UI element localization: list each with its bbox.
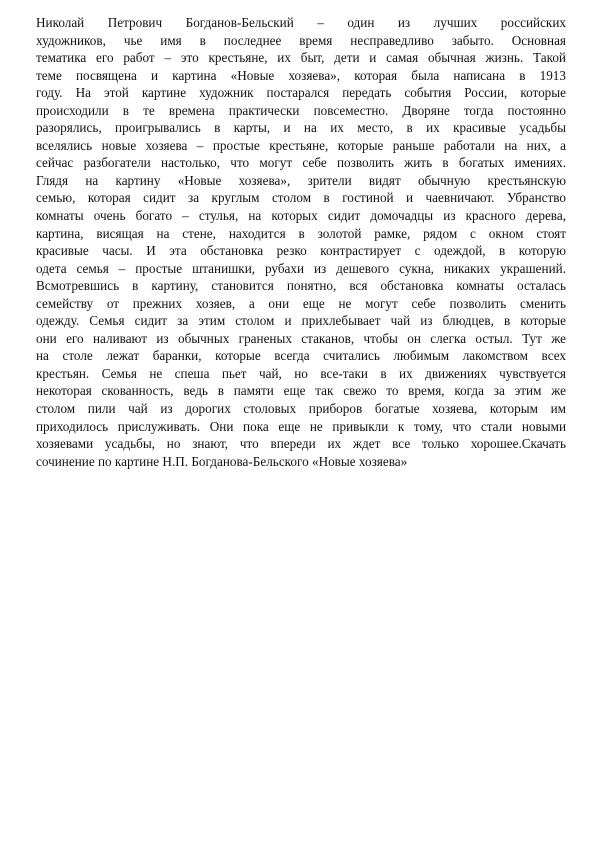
text-line: разорялись, проигрывались в карты, и на их место, в их красивые усадьбы	[36, 120, 566, 136]
text-line: столом пили чай из дорогих столовых приборов богатые хозяева, которым им	[36, 401, 566, 417]
text-line: сейчас разбогатели настолько, что могут себе позволить жить в богатых имениях.	[36, 155, 566, 171]
text-line: Всмотревшись в картину, становится понятно, вся обстановка комнаты осталась	[36, 278, 566, 294]
text-line: одета семья – простые штанишки, рубахи из дешевого сукна, никаких украшений.	[36, 260, 566, 276]
text-line: картина, висящая на стене, находится в золотой рамке, рядом с окном стоят	[36, 225, 566, 241]
text-line: семью, которая сидит за круглым столом в гостиной и чаевничают. Убранство	[36, 190, 566, 206]
essay-text	[36, 14, 566, 470]
download-link-line: сочинение по картине Н.П. Богданова-Бельского «Новые хозяева»	[36, 453, 408, 469]
text-line: на столе лежат баранки, которые всегда считались любимым лакомством всех	[36, 348, 566, 364]
text-line: Глядя на картину «Новые хозяева», зрители видят обычную крестьянскую	[36, 172, 566, 188]
text-line: художников, чье имя в последнее время несправедливо забыто. Основная	[36, 32, 566, 48]
text-line: происходили в те времена практически повсеместно. Дворяне тогда постоянно	[36, 102, 566, 118]
text-line: тематика его работ – это крестьяне, их быт, дети и самая обычная жизнь. Такой	[36, 50, 566, 66]
text-line: приходилось прислуживать. Они пока еще не привыкли к тому, что стали новыми	[36, 418, 566, 434]
text-line: теме посвящена и картина «Новые хозяева», которая была написана в 1913	[36, 67, 566, 83]
text-line: вселялись новые хозяева – простые крестьяне, которые раньше работали на них, а	[36, 137, 566, 153]
text-line: они его наливают из обычных граненых стаканов, чтобы он слегка остыл. Тут же	[36, 330, 566, 346]
text-line: семейству от прежних хозяев, а они еще не могут себе позволить сменить	[36, 295, 566, 311]
text-line: некоторая скованность, ведь в памяти еще так свежо то время, когда за этим же	[36, 383, 566, 399]
text-line: комнаты очень богато – стулья, на которых сидит домочадцы из красного дерева,	[36, 208, 566, 224]
text-line: крестьян. Семья не спеша пьет чай, но все-таки в их движениях чувствуется	[36, 365, 566, 381]
text-line: одежду. Семья сидит за этим столом и прихлебывает чай из блюдцев, в которые	[36, 313, 566, 329]
text-line: хозяевами усадьбы, но знают, что впереди их ждет все только хорошее.Скачать	[36, 436, 566, 452]
text-line: Николай Петрович Богданов-Бельский – один из лучших российских	[36, 15, 566, 30]
text-line: году. На этой картине художник постарался передать события России, которые	[36, 85, 566, 101]
text-line: красивые часы. И эта обстановка резко контрастирует с одеждой, в которую	[36, 243, 566, 259]
